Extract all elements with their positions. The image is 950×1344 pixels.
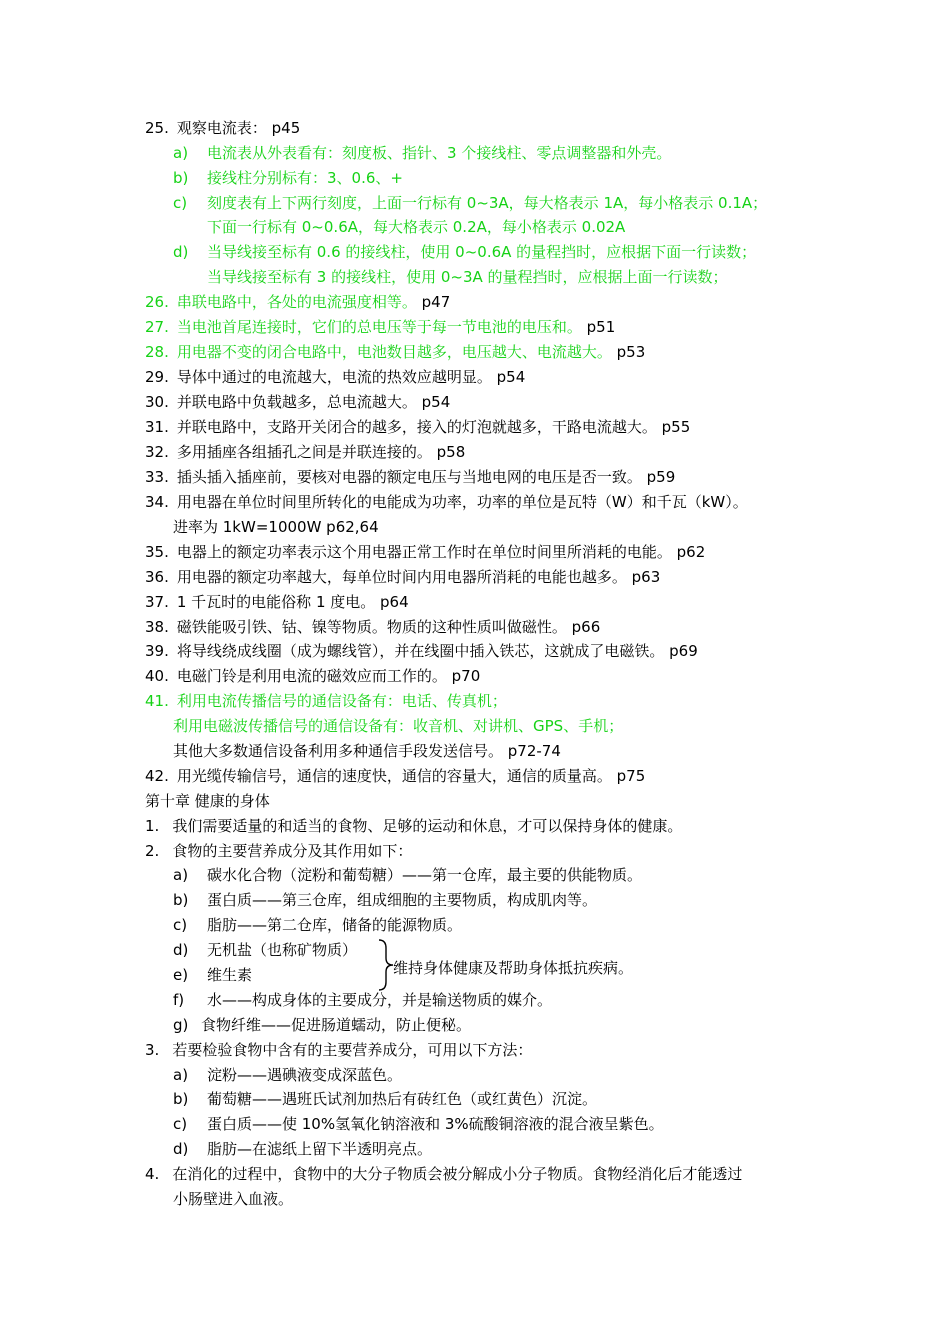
item-text: 刻度表有上下两行刻度，上面一行标有 0~3A，每大格表示 1A，每小格表示 0.1A；: [207, 194, 768, 212]
continuation-line: [173, 741, 561, 761]
item-letter: f): [173, 991, 185, 1009]
item-number: 26.: [145, 293, 169, 311]
item-letter: a): [173, 866, 189, 884]
item-text: 1 千瓦时的电能俗称 1 度电。 p64: [176, 593, 409, 611]
item-number: 35.: [145, 543, 169, 561]
chapter-heading: [145, 791, 270, 811]
item-number: 4.: [145, 1165, 160, 1183]
item-text: 淀粉——遇碘液变成深蓝色。: [207, 1066, 403, 1084]
list-item: [145, 617, 600, 637]
item-text: 无机盐（也称矿物质）: [207, 941, 358, 959]
item-text: 在消化的过程中，食物中的大分子物质会被分解成小分子物质。食物经消化后才能透过: [172, 1165, 743, 1183]
continuation-line: [173, 517, 379, 537]
item-number: 42.: [145, 767, 169, 785]
list-item: [145, 467, 675, 487]
item-letter: d): [173, 1140, 189, 1158]
item-text: 当电池首尾连接时，它们的总电压等于每一节电池的电压和。: [176, 318, 582, 336]
item-text: 观察电流表： p45: [176, 119, 301, 137]
item-number: 41.: [145, 692, 169, 710]
page-ref: p47: [416, 293, 451, 311]
item-text: 小肠壁进入血液。: [173, 1190, 294, 1208]
item-text: 脂肪—在滤纸上留下半透明亮点。: [207, 1140, 433, 1158]
item-number: 36.: [145, 568, 169, 586]
item-text: 导体中通过的电流越大，电流的热效应越明显。 p54: [176, 368, 526, 386]
item-letter: b): [173, 891, 189, 909]
item-number: 33.: [145, 468, 169, 486]
item-text: 电器上的额定功率表示这个用电器正常工作时在单位时间里所消耗的电能。 p62: [176, 543, 706, 561]
item-text: 维生素: [207, 966, 253, 984]
item-letter: g): [173, 1016, 189, 1034]
list-item: [145, 1164, 742, 1184]
item-text: 接线柱分别标有：3、0.6、+: [207, 169, 403, 187]
list-item: [145, 542, 705, 562]
list-item: [145, 118, 300, 138]
continuation-line: [173, 716, 623, 736]
list-item: [145, 641, 698, 661]
continuation-line: [173, 1189, 293, 1209]
item-letter: a): [173, 144, 189, 162]
list-item: [145, 816, 682, 836]
item-text: 水——构成身体的主要成分，并是输送物质的媒介。: [207, 991, 553, 1009]
list-item: [173, 1139, 432, 1159]
item-text: 并联电路中负载越多，总电流越大。 p54: [176, 393, 451, 411]
item-number: 40.: [145, 667, 169, 685]
item-text: 蛋白质——第三仓库，组成细胞的主要物质，构成肌肉等。: [207, 891, 598, 909]
item-number: 32.: [145, 443, 169, 461]
list-item: [145, 691, 507, 711]
item-letter: b): [173, 169, 189, 187]
item-letter: b): [173, 1090, 189, 1108]
item-number: 38.: [145, 618, 169, 636]
item-text: 电磁门铃是利用电流的磁效应而工作的。 p70: [176, 667, 481, 685]
item-text: 用电器的额定功率越大，每单位时间内用电器所消耗的电能也越多。 p63: [176, 568, 661, 586]
list-item: [145, 392, 450, 412]
list-item: [173, 1089, 597, 1109]
item-letter: d): [173, 941, 189, 959]
item-number: 39.: [145, 642, 169, 660]
item-number: 34.: [145, 493, 169, 511]
list-item: [145, 367, 525, 387]
list-item: [173, 193, 767, 213]
item-text: 用光缆传输信号，通信的速度快，通信的容量大，通信的质量高。 p75: [176, 767, 646, 785]
item-text: 食物的主要营养成分及其作用如下：: [172, 842, 413, 860]
item-text: 将导线绕成线圈（成为螺线管），并在线圈中插入铁芯，这就成了电磁铁。 p69: [176, 642, 698, 660]
item-number: 25.: [145, 119, 169, 137]
list-item: [173, 242, 756, 262]
list-item: [145, 492, 748, 512]
list-item: [173, 143, 671, 163]
item-letter: a): [173, 1066, 189, 1084]
continuation-line: [207, 267, 728, 287]
item-text: 用电器在单位时间里所转化的电能成为功率，功率的单位是瓦特（W）和千瓦（kW）。: [176, 493, 748, 511]
item-text: 电流表从外表看有：刻度板、指针、3 个接线柱、零点调整器和外壳。: [207, 144, 672, 162]
list-item: [173, 168, 403, 188]
brace-annotation: 维持身体健康及帮助身体抵抗疾病。: [393, 959, 634, 977]
item-text: 碳水化合物（淀粉和葡萄糖）——第一仓库，最主要的供能物质。: [207, 866, 643, 884]
item-letter: c): [173, 916, 188, 934]
item-number: 1.: [145, 817, 160, 835]
page-ref: p51: [581, 318, 616, 336]
item-number: 37.: [145, 593, 169, 611]
item-letter: c): [173, 194, 188, 212]
item-number: 27.: [145, 318, 169, 336]
list-item: [145, 442, 465, 462]
item-number: 2.: [145, 842, 160, 860]
list-item: [173, 1114, 664, 1134]
item-text: 插头插入插座前，要核对电器的额定电压与当地电网的电压是否一致。 p59: [176, 468, 676, 486]
item-text: 葡萄糖——遇班氏试剂加热后有砖红色（或红黄色）沉淀。: [207, 1090, 598, 1108]
item-number: 29.: [145, 368, 169, 386]
item-number: 28.: [145, 343, 169, 361]
list-item: [145, 841, 412, 861]
item-text: 串联电路中，各处的电流强度相等。: [176, 293, 417, 311]
list-item: [173, 1065, 402, 1085]
list-item: [173, 965, 252, 985]
item-letter: d): [173, 243, 189, 261]
item-text: 用电器不变的闭合电路中，电池数目越多，电压越大、电流越大。: [176, 343, 612, 361]
list-item: [145, 417, 690, 437]
list-item: [145, 666, 480, 686]
list-item: [173, 1015, 471, 1035]
list-item: [145, 317, 615, 337]
item-number: 3.: [145, 1041, 160, 1059]
list-item: [173, 990, 552, 1010]
item-text: 进率为 1kW=1000W p62,64: [173, 518, 379, 536]
heading-text: 第十章 健康的身体: [145, 792, 270, 810]
item-text: 多用插座各组插孔之间是并联连接的。 p58: [176, 443, 466, 461]
list-item: [145, 592, 409, 612]
list-item: [145, 766, 645, 786]
item-text: 脂肪——第二仓库，储备的能源物质。: [207, 916, 463, 934]
item-text: 利用电磁波传播信号的通信设备有：收音机、对讲机、GPS、手机；: [173, 717, 624, 735]
list-item: [173, 940, 357, 960]
list-item: [145, 567, 660, 587]
page-ref: p53: [611, 343, 646, 361]
list-item: [173, 890, 597, 910]
continuation-line: [207, 217, 625, 237]
item-text: 若要检验食物中含有的主要营养成分，可用以下方法：: [172, 1041, 533, 1059]
item-text: 当导线接至标有 0.6 的接线柱，使用 0~0.6A 的量程挡时，应根据下面一行读数；: [207, 243, 757, 261]
item-text: 利用电流传播信号的通信设备有：电话、传真机；: [176, 692, 507, 710]
list-item: [173, 865, 642, 885]
item-text: 其他大多数通信设备利用多种通信手段发送信号。 p72-74: [173, 742, 561, 760]
item-text: 当导线接至标有 3 的接线柱，使用 0~3A 的量程挡时，应根据上面一行读数；: [207, 268, 728, 286]
item-letter: e): [173, 966, 189, 984]
item-text: 蛋白质——使 10%氢氧化钠溶液和 3%硫酸铜溶液的混合液呈紫色。: [207, 1115, 664, 1133]
item-letter: c): [173, 1115, 188, 1133]
item-text: 下面一行标有 0~0.6A，每大格表示 0.2A，每小格表示 0.02A: [207, 218, 626, 236]
item-text: 我们需要适量的和适当的食物、足够的运动和休息，才可以保持身体的健康。: [172, 817, 683, 835]
list-item: [145, 342, 645, 362]
item-number: 30.: [145, 393, 169, 411]
item-text: 磁铁能吸引铁、钴、镍等物质。物质的这种性质叫做磁性。 p66: [176, 618, 601, 636]
list-item: [173, 915, 462, 935]
list-item: [145, 1040, 532, 1060]
item-number: 31.: [145, 418, 169, 436]
item-text: 并联电路中，支路开关闭合的越多，接入的灯泡就越多，干路电流越大。 p55: [176, 418, 691, 436]
item-text: 食物纤维——促进肠道蠕动，防止便秘。: [201, 1016, 472, 1034]
list-item: [145, 292, 450, 312]
